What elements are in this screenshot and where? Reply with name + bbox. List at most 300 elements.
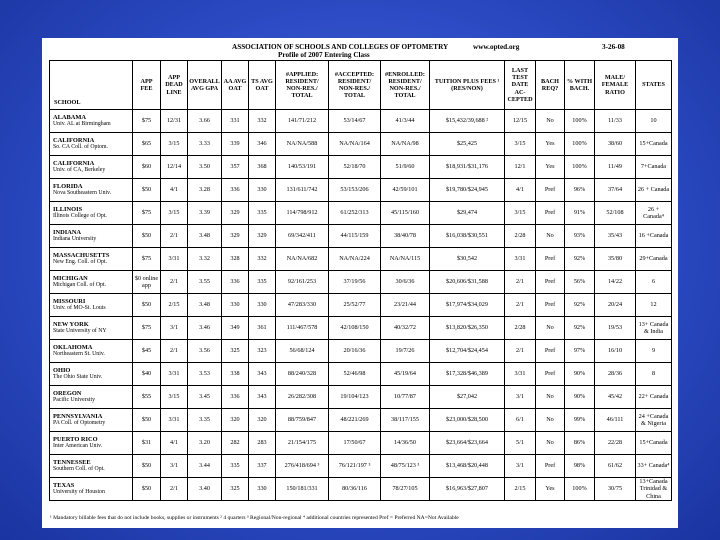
table-cell: 35/80 xyxy=(595,248,636,271)
table-cell: NA/NA/98 xyxy=(381,133,430,156)
school-cell xyxy=(50,317,133,340)
table-cell: $50 xyxy=(133,409,161,432)
table-cell: 3.48 xyxy=(188,294,222,317)
table-cell: 3/31 xyxy=(505,363,536,386)
table-cell: 357 xyxy=(222,156,249,179)
table-cell: 320 xyxy=(222,409,249,432)
table-cell: 343 xyxy=(249,386,276,409)
table-cell: 12/1 xyxy=(505,156,536,179)
table-cell: 45/19/64 xyxy=(381,363,430,386)
table-cell: 86% xyxy=(565,432,595,455)
table-cell: 338 xyxy=(222,363,249,386)
table-cell: 368 xyxy=(249,156,276,179)
table-cell: NA/NA/588 xyxy=(276,133,329,156)
table-cell: Pref xyxy=(536,363,565,386)
table-cell: $55 xyxy=(133,386,161,409)
table-cell: $16,963/$27,807 xyxy=(430,478,505,501)
table-cell: 3.44 xyxy=(188,455,222,478)
table-cell: 3.28 xyxy=(188,179,222,202)
table-cell: $13,820/$26,350 xyxy=(430,317,505,340)
table-cell: Yes xyxy=(536,156,565,179)
school-cell xyxy=(50,202,133,225)
table-cell: 47/283/330 xyxy=(276,294,329,317)
table-cell: 3/31 xyxy=(161,409,188,432)
table-row xyxy=(50,156,672,179)
table-cell: 328 xyxy=(222,248,249,271)
table-cell: 12/15 xyxy=(505,110,536,133)
column-header: SCHOOL xyxy=(50,61,133,110)
table-cell: 3.20 xyxy=(188,432,222,455)
table-row xyxy=(50,386,672,409)
table-row xyxy=(50,202,672,225)
column-header: APP FEE xyxy=(133,61,161,110)
table-cell: $16,038/$30,551 xyxy=(430,225,505,248)
table-cell: No xyxy=(536,409,565,432)
school-state: OHIO xyxy=(53,366,71,374)
table-cell: 331 xyxy=(222,110,249,133)
school-cell xyxy=(50,455,133,478)
school-cell xyxy=(50,386,133,409)
table-cell: $17,328/$46,389 xyxy=(430,363,505,386)
table-cell: 92% xyxy=(565,294,595,317)
table-row xyxy=(50,225,672,248)
table-cell: 56% xyxy=(565,271,595,294)
table-cell: 3/31 xyxy=(161,248,188,271)
column-header: MALE/ FEMALE RATIO xyxy=(595,61,636,110)
document-date: 3-26-08 xyxy=(602,43,625,51)
table-cell: 346 xyxy=(249,133,276,156)
school-cell xyxy=(50,340,133,363)
table-row xyxy=(50,294,672,317)
school-name: Southern Coll. of Opt. xyxy=(53,466,105,473)
table-cell: 3/15 xyxy=(161,133,188,156)
table-cell: 28/36 xyxy=(595,363,636,386)
table-row xyxy=(50,271,672,294)
table-cell: 97% xyxy=(565,340,595,363)
table-cell: Pref xyxy=(536,202,565,225)
table-cell: $50 xyxy=(133,225,161,248)
school-state: CALIFORNIA xyxy=(53,159,95,167)
table-cell: 17/50/67 xyxy=(329,432,381,455)
table-cell: 38/60 xyxy=(595,133,636,156)
table-cell: 276/418/694 ³ xyxy=(276,455,329,478)
table-cell: 4/1 xyxy=(161,179,188,202)
table-cell: NA/NA/224 xyxy=(329,248,381,271)
table-cell: 15+Canada xyxy=(636,432,672,455)
school-state: ALABAMA xyxy=(53,113,87,121)
table-cell: 111/467/578 xyxy=(276,317,329,340)
table-cell: 2/15 xyxy=(161,294,188,317)
table-cell: 323 xyxy=(249,340,276,363)
table-cell: 26/282/308 xyxy=(276,386,329,409)
table-cell: 6/1 xyxy=(505,409,536,432)
column-header: STATES xyxy=(636,61,672,110)
table-cell: 88/240/328 xyxy=(276,363,329,386)
school-state: INDIANA xyxy=(53,228,82,236)
table-cell: 41/3/44 xyxy=(381,110,430,133)
table-cell: 61/62 xyxy=(595,455,636,478)
table-cell: 16/10 xyxy=(595,340,636,363)
school-name: Univ. of MO-St. Louis xyxy=(53,305,106,312)
column-header: #APPLIED: RESIDENT/ NON-RES./ TOTAL xyxy=(276,61,329,110)
table-cell: 336 xyxy=(222,271,249,294)
table-cell: 14/22 xyxy=(595,271,636,294)
table-cell: 98% xyxy=(565,455,595,478)
table-cell: 90% xyxy=(565,386,595,409)
table-cell: 24 +Canada & Nigeria xyxy=(636,409,672,432)
table-cell: $29,474 xyxy=(430,202,505,225)
table-row xyxy=(50,248,672,271)
school-name: Indiana University xyxy=(53,236,97,243)
table-cell: 30/75 xyxy=(595,478,636,501)
footnote: ¹ Mandatory billable fees that do not include books, supplies or instruments ² 4 quarters ³ Regional/Non-regional ⁴ additional countries represented Pref = Preferred NA=Not Available xyxy=(50,515,459,521)
table-cell: 3/1 xyxy=(505,386,536,409)
table-cell: 21/154/175 xyxy=(276,432,329,455)
school-cell xyxy=(50,432,133,455)
table-cell: 12/14 xyxy=(161,156,188,179)
table-cell: 46/111 xyxy=(595,409,636,432)
table-cell: 3.46 xyxy=(188,317,222,340)
table-row xyxy=(50,340,672,363)
table-cell: 336 xyxy=(222,386,249,409)
table-cell: 2/15 xyxy=(505,478,536,501)
table-cell: 2/28 xyxy=(505,225,536,248)
table-cell: Yes xyxy=(536,133,565,156)
table-cell: $18,931/$31,176 xyxy=(430,156,505,179)
table-cell: 2/1 xyxy=(161,271,188,294)
table-cell: 141/71/212 xyxy=(276,110,329,133)
table-cell: 100% xyxy=(565,156,595,179)
table-cell: 51/9/60 xyxy=(381,156,430,179)
table-cell: 3/31 xyxy=(505,248,536,271)
table-cell: $23,664/$23,664 xyxy=(430,432,505,455)
school-name: Michigan Coll. of Opt. xyxy=(53,282,106,289)
column-header: TS AVG OAT xyxy=(249,61,276,110)
table-cell: 96% xyxy=(565,179,595,202)
table-cell: 3/15 xyxy=(161,202,188,225)
table-cell: 3.48 xyxy=(188,225,222,248)
profile-table xyxy=(49,60,672,501)
table-cell: 42/59/101 xyxy=(381,179,430,202)
school-name: The Ohio State Univ. xyxy=(53,374,103,381)
table-cell: $75 xyxy=(133,202,161,225)
table-cell: 3.55 xyxy=(188,271,222,294)
school-name: Univ. AL at Birmingham xyxy=(53,121,111,128)
school-state: MICHIGAN xyxy=(53,274,88,282)
school-state: TEXAS xyxy=(53,481,75,489)
table-cell: 329 xyxy=(222,225,249,248)
table-cell: 26 + Canada⁴ xyxy=(636,202,672,225)
table-cell: 33+ Canada⁴ xyxy=(636,455,672,478)
table-cell: 76/121/197 ³ xyxy=(329,455,381,478)
table-cell: $75 xyxy=(133,317,161,340)
table-cell: 329 xyxy=(249,225,276,248)
school-name: So. CA Coll. of Optom. xyxy=(53,144,108,151)
table-cell: 22/28 xyxy=(595,432,636,455)
table-cell: $25,425 xyxy=(430,133,505,156)
column-header: TUITION PLUS FEES ¹ (RES/NON) xyxy=(430,61,505,110)
table-cell: 330 xyxy=(249,179,276,202)
table-cell: Pref xyxy=(536,271,565,294)
table-cell: 330 xyxy=(222,294,249,317)
table-cell: 114/798/912 xyxy=(276,202,329,225)
table-cell: 2/28 xyxy=(505,317,536,340)
table-cell: 15+Canada xyxy=(636,133,672,156)
table-cell: Pref xyxy=(536,248,565,271)
table-cell: 29+Canada xyxy=(636,248,672,271)
table-row xyxy=(50,110,672,133)
table-cell: $20,606/$31,588 xyxy=(430,271,505,294)
table-cell: 329 xyxy=(222,202,249,225)
table-cell: 2/1 xyxy=(505,271,536,294)
table-cell: 25/52/77 xyxy=(329,294,381,317)
table-cell: 2/1 xyxy=(161,340,188,363)
table-cell: 336 xyxy=(222,179,249,202)
school-cell xyxy=(50,156,133,179)
table-cell: $40 xyxy=(133,363,161,386)
table-cell: No xyxy=(536,110,565,133)
table-cell: Pref xyxy=(536,179,565,202)
school-state: PUERTO RICO xyxy=(53,435,98,443)
table-cell: 335 xyxy=(249,271,276,294)
table-cell: Pref xyxy=(536,340,565,363)
school-name: Univ. of CA, Berkeley xyxy=(53,167,106,174)
table-cell: 78/27/105 xyxy=(381,478,430,501)
school-cell xyxy=(50,248,133,271)
table-cell: $75 xyxy=(133,110,161,133)
table-cell: $31 xyxy=(133,432,161,455)
column-header: #ENROLLED: RESIDENT/ NON-RES./ TOTAL xyxy=(381,61,430,110)
table-cell: 53/153/206 xyxy=(329,179,381,202)
table-cell: 53/14/67 xyxy=(329,110,381,133)
table-cell: 45/42 xyxy=(595,386,636,409)
table-cell: 52/108 xyxy=(595,202,636,225)
table-cell: 26 + Canada xyxy=(636,179,672,202)
table-cell: 339 xyxy=(222,133,249,156)
table-cell: 332 xyxy=(249,248,276,271)
table-cell: 325 xyxy=(222,478,249,501)
school-name: New Eng. Coll. of Opt. xyxy=(53,259,107,266)
table-row xyxy=(50,409,672,432)
table-cell: $15,432/39,688 ² xyxy=(430,110,505,133)
table-cell: 3.56 xyxy=(188,340,222,363)
document-page xyxy=(42,38,678,528)
table-cell: 100% xyxy=(565,478,595,501)
table-cell: 3.32 xyxy=(188,248,222,271)
school-name: Inter American Univ. xyxy=(53,443,103,450)
table-cell: Pref xyxy=(536,455,565,478)
document-title: ASSOCIATION OF SCHOOLS AND COLLEGES OF OPTOMETRY xyxy=(232,43,449,51)
table-cell: 10/77/87 xyxy=(381,386,430,409)
table-row xyxy=(50,455,672,478)
table-cell: 19/53 xyxy=(595,317,636,340)
school-state: MASSACHUSETTS xyxy=(53,251,110,259)
table-cell: 92/161/253 xyxy=(276,271,329,294)
table-cell: No xyxy=(536,317,565,340)
table-row xyxy=(50,179,672,202)
column-header: APP DEAD LINE xyxy=(161,61,188,110)
table-cell: 13+ Canada & India xyxy=(636,317,672,340)
table-cell: 3/1 xyxy=(161,317,188,340)
table-cell: NA/NA/164 xyxy=(329,133,381,156)
table-cell: NA/NA/682 xyxy=(276,248,329,271)
table-cell: 22+ Canada xyxy=(636,386,672,409)
table-cell: 61/252/313 xyxy=(329,202,381,225)
table-cell: 3.33 xyxy=(188,133,222,156)
table-cell: 335 xyxy=(249,202,276,225)
table-cell: 330 xyxy=(249,294,276,317)
table-cell: 91% xyxy=(565,202,595,225)
table-cell: No xyxy=(536,225,565,248)
school-cell xyxy=(50,110,133,133)
table-cell: 20/16/36 xyxy=(329,340,381,363)
table-cell: No xyxy=(536,432,565,455)
table-cell: 35/43 xyxy=(595,225,636,248)
table-cell: 99% xyxy=(565,409,595,432)
school-cell xyxy=(50,363,133,386)
table-cell: 3/15 xyxy=(505,133,536,156)
school-cell xyxy=(50,179,133,202)
table-cell: 90% xyxy=(565,363,595,386)
column-header: BACH REQ? xyxy=(536,61,565,110)
table-cell: $50 xyxy=(133,294,161,317)
table-cell: 325 xyxy=(222,340,249,363)
table-cell: $65 xyxy=(133,133,161,156)
table-cell: $0 online app xyxy=(133,271,161,294)
school-name: Pacific University xyxy=(53,397,96,404)
table-cell: 80/36/116 xyxy=(329,478,381,501)
table-cell: No xyxy=(536,386,565,409)
table-cell: 48/221/269 xyxy=(329,409,381,432)
table-cell: 343 xyxy=(249,363,276,386)
table-cell: 332 xyxy=(249,110,276,133)
table-cell: 3/1 xyxy=(161,455,188,478)
table-cell: 19/7/26 xyxy=(381,340,430,363)
column-header: % WITH BACH. xyxy=(565,61,595,110)
website-url: www.opted.org xyxy=(473,43,520,51)
table-row xyxy=(50,478,672,501)
school-state: PENNSYLVANIA xyxy=(53,412,103,420)
table-cell: 42/108/150 xyxy=(329,317,381,340)
table-cell: 3.39 xyxy=(188,202,222,225)
table-cell: 2/1 xyxy=(505,340,536,363)
table-cell: 2/1 xyxy=(161,225,188,248)
table-cell: 38/40/78 xyxy=(381,225,430,248)
table-cell: $75 xyxy=(133,248,161,271)
table-cell: 7+Canada xyxy=(636,156,672,179)
table-cell: 14/36/50 xyxy=(381,432,430,455)
school-cell xyxy=(50,478,133,501)
table-cell: 3/31 xyxy=(161,363,188,386)
table-cell: 92% xyxy=(565,248,595,271)
table-cell: 320 xyxy=(249,409,276,432)
table-cell: 140/53/191 xyxy=(276,156,329,179)
school-cell xyxy=(50,409,133,432)
table-cell: 3.66 xyxy=(188,110,222,133)
table-row xyxy=(50,363,672,386)
table-cell: 3/1 xyxy=(505,455,536,478)
school-state: OREGON xyxy=(53,389,82,397)
column-header: LAST TEST DATE AC- CEPTED xyxy=(505,61,536,110)
school-cell xyxy=(50,271,133,294)
column-header: OVERALL AVG GPA xyxy=(188,61,222,110)
school-state: FLORIDA xyxy=(53,182,83,190)
table-cell: 4/1 xyxy=(161,432,188,455)
table-cell: $50 xyxy=(133,179,161,202)
table-cell: $12,704/$24,454 xyxy=(430,340,505,363)
table-cell: 5/1 xyxy=(505,432,536,455)
school-name: PA Coll. of Optometry xyxy=(53,420,106,427)
table-cell: 4/1 xyxy=(505,179,536,202)
school-name: Northeastern St. Univ. xyxy=(53,351,105,358)
table-cell: 337 xyxy=(249,455,276,478)
school-state: ILLINOIS xyxy=(53,205,83,213)
school-name: University of Houston xyxy=(53,489,105,496)
table-cell: 48/75/123 ³ xyxy=(381,455,430,478)
table-cell: 11/49 xyxy=(595,156,636,179)
table-cell: Yes xyxy=(536,478,565,501)
table-cell: Pref xyxy=(536,294,565,317)
table-cell: 330 xyxy=(249,478,276,501)
school-name: State University of NY xyxy=(53,328,107,335)
table-cell: 283 xyxy=(249,432,276,455)
school-name: Nova Southeastern Univ. xyxy=(53,190,112,197)
school-state: OKLAHOMA xyxy=(53,343,93,351)
table-cell: $19,780/$24,945 xyxy=(430,179,505,202)
table-cell: 30/6/36 xyxy=(381,271,430,294)
table-cell: $30,542 xyxy=(430,248,505,271)
table-cell: 3/15 xyxy=(161,386,188,409)
table-cell: 93% xyxy=(565,225,595,248)
table-row xyxy=(50,133,672,156)
header-row xyxy=(50,61,672,110)
school-state: CALIFORNIA xyxy=(53,136,95,144)
school-cell xyxy=(50,133,133,156)
table-cell: 100% xyxy=(565,133,595,156)
table-body xyxy=(50,110,672,501)
table-cell: 56/68/124 xyxy=(276,340,329,363)
table-cell: 2/1 xyxy=(505,294,536,317)
table-cell: $27,042 xyxy=(430,386,505,409)
table-cell: 100% xyxy=(565,110,595,133)
table-cell: 88/759/847 xyxy=(276,409,329,432)
table-cell: 2/1 xyxy=(161,478,188,501)
table-cell: 13+Canada Trinidad & China xyxy=(636,478,672,501)
school-cell xyxy=(50,225,133,248)
table-cell: 19/104/123 xyxy=(329,386,381,409)
school-state: MISSOURI xyxy=(53,297,86,305)
column-header: #ACCEPTED: RESIDENT/ NON-RES./ TOTAL xyxy=(329,61,381,110)
table-cell: 8 xyxy=(636,363,672,386)
table-cell: 12 xyxy=(636,294,672,317)
column-header: AA AVG OAT xyxy=(222,61,249,110)
document-subtitle: Profile of 2007 Entering Class xyxy=(278,51,370,59)
table-cell: NA/NA/115 xyxy=(381,248,430,271)
table-cell: 38/117/155 xyxy=(381,409,430,432)
table-cell: 335 xyxy=(222,455,249,478)
table-cell: 37/19/56 xyxy=(329,271,381,294)
table-cell: 44/115/159 xyxy=(329,225,381,248)
table-cell: 3.53 xyxy=(188,363,222,386)
school-state: NEW YORK xyxy=(53,320,89,328)
table-cell: 52/18/70 xyxy=(329,156,381,179)
table-cell: 150/181/331 xyxy=(276,478,329,501)
table-cell: 20/24 xyxy=(595,294,636,317)
school-state: TENNESSEE xyxy=(53,458,91,466)
table-cell: 23/21/44 xyxy=(381,294,430,317)
table-cell: $17,974/$34,029 xyxy=(430,294,505,317)
table-cell: $60 xyxy=(133,156,161,179)
